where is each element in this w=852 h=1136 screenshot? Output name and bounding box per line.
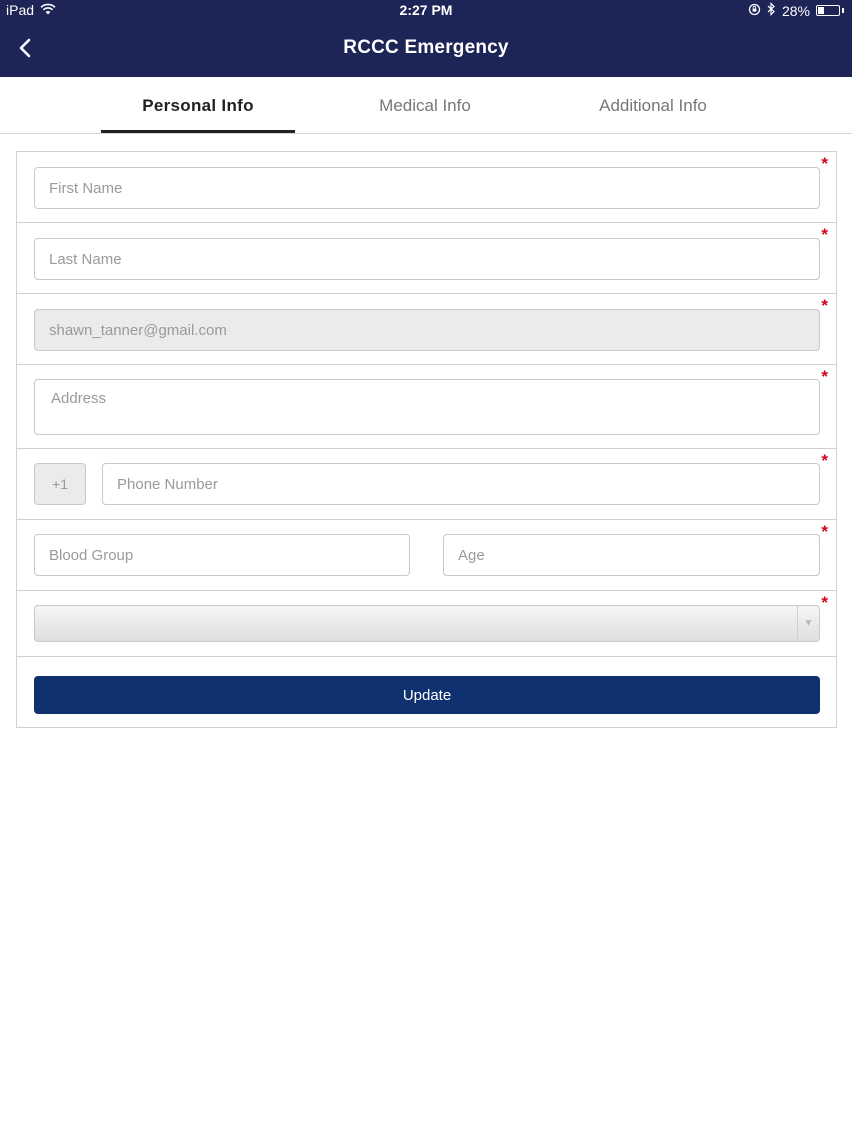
required-indicator: * <box>821 367 828 386</box>
status-time: 2:27 PM <box>399 2 453 18</box>
device-label: iPad <box>6 2 35 18</box>
last-name-input[interactable] <box>34 238 820 280</box>
email-field <box>34 309 820 351</box>
page-title: RCCC Emergency <box>343 37 509 58</box>
rotation-lock-icon <box>748 3 761 19</box>
app-header <box>0 0 852 77</box>
status-bar <box>0 0 852 22</box>
address-row <box>17 365 836 449</box>
blood-group-input[interactable] <box>34 534 410 576</box>
tab-additional-info[interactable]: Additional Info <box>599 95 707 115</box>
battery-level-fill <box>818 7 824 14</box>
required-indicator: * <box>821 154 828 173</box>
email-row <box>17 294 836 365</box>
tab-bar <box>0 77 852 134</box>
country-code-prefix: +1 <box>34 463 86 505</box>
active-tab-indicator <box>101 130 295 133</box>
blood-age-row <box>17 520 836 591</box>
first-name-row <box>17 152 836 223</box>
dropdown-row <box>17 591 836 657</box>
update-button[interactable]: Update <box>34 676 820 714</box>
battery-percent: 28% <box>781 2 810 19</box>
select-dropdown[interactable] <box>34 605 820 642</box>
personal-info-form <box>16 151 837 728</box>
required-indicator: * <box>821 593 828 612</box>
chevron-down-icon: ▼ <box>797 606 819 641</box>
required-indicator: * <box>821 296 828 315</box>
age-input[interactable] <box>443 534 820 576</box>
first-name-input[interactable] <box>34 167 820 209</box>
tab-medical-info[interactable]: Medical Info <box>379 95 471 115</box>
address-input[interactable] <box>34 379 820 435</box>
required-indicator: * <box>821 225 828 244</box>
required-indicator: * <box>821 522 828 541</box>
battery-tip <box>842 8 844 13</box>
last-name-row <box>17 223 836 294</box>
bluetooth-icon <box>767 2 776 19</box>
phone-row <box>17 449 836 520</box>
required-indicator: * <box>821 451 828 470</box>
battery-icon <box>816 5 840 16</box>
tab-personal-info[interactable]: Personal Info <box>142 95 254 115</box>
phone-number-input[interactable] <box>102 463 820 505</box>
